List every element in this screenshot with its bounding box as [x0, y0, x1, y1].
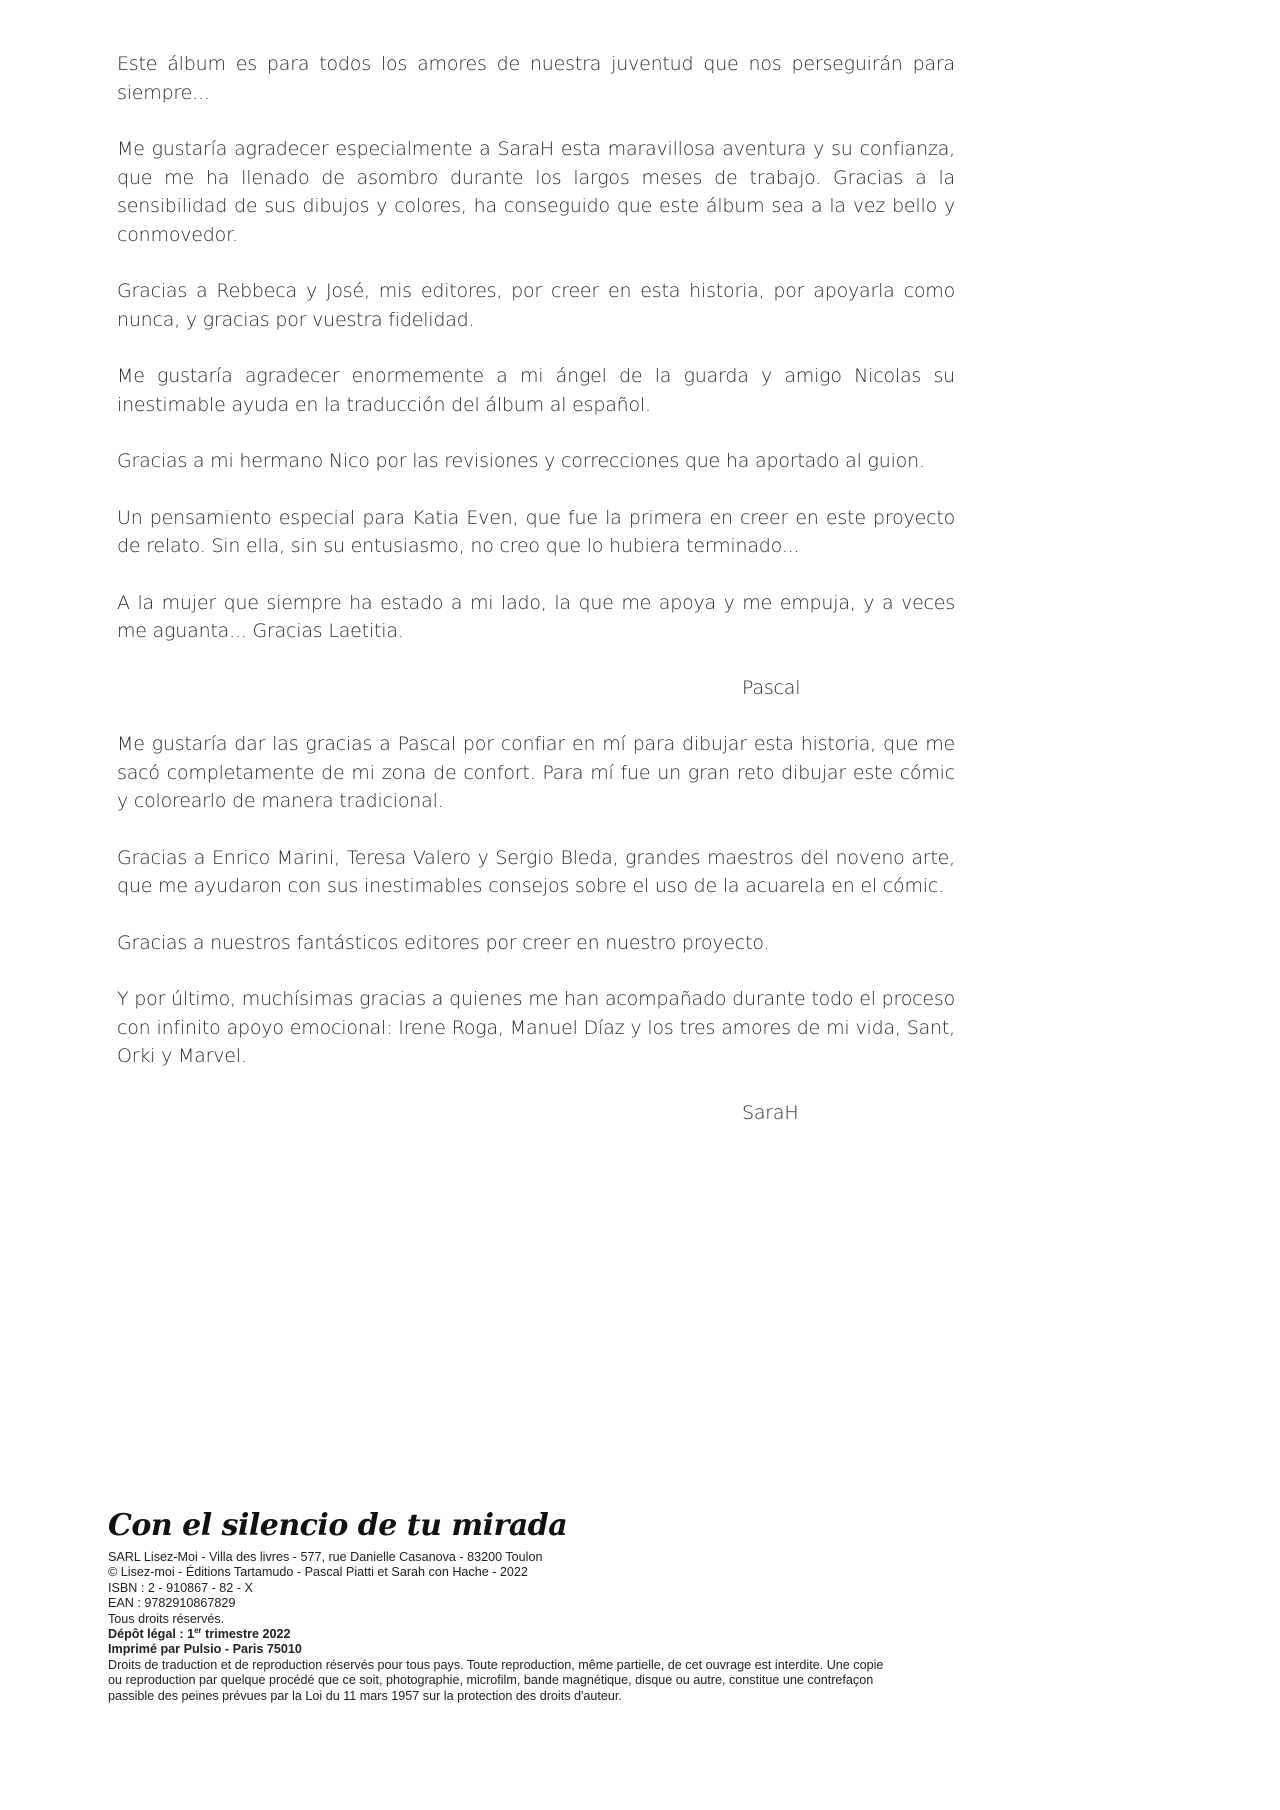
- depot-prefix: Dépôt légal : 1: [108, 1627, 195, 1642]
- depot-legal-line: [108, 1627, 898, 1642]
- signature-pascal: Pascal: [742, 676, 801, 699]
- signature-sarah: SaraH: [742, 1101, 799, 1124]
- colophon: [108, 1508, 898, 1704]
- ack-paragraph: Me gustaría agradecer especialmente a SaraH esta maravillosa aventura y su confianza, que me ha llenado de asombro durante los largos meses de trabajo. Gracias a la sensibilidad de sus dibujos y colores, ha conseguido que este álbum sea a la vez bello y conmovedor.: [117, 138, 955, 246]
- ack-paragraph: Gracias a Enrico Marini, Teresa Valero y Sergio Bleda, grandes maestros del noveno arte, que me ayudaron con sus inestimables consejos sobre el uso de la acuarela en el cómic.: [117, 846, 955, 897]
- ack-paragraph: Gracias a Rebbeca y José, mis editores, por creer en esta historia, por apoyarla como nunca, y gracias por vuestra fidelidad.: [117, 280, 955, 331]
- copyright-line: © Lisez-moi - Éditions Tartamudo - Pascal Piatti et Sarah con Hache - 2022: [108, 1565, 528, 1580]
- depot-sup: er: [194, 1625, 202, 1635]
- rights-line: Tous droits réservés.: [108, 1611, 225, 1626]
- publisher-line: SARL Lisez-Moi - Villa des livres - 577, rue Danielle Casanova - 83200 Toulon: [108, 1550, 543, 1564]
- ean-line: EAN : 9782910867829: [108, 1596, 236, 1611]
- ack-paragraph: Un pensamiento especial para Katia Even, que fue la primera en creer en este proyecto de relato. Sin ella, sin su entusiasmo, no creo que lo hubiera terminado...: [117, 506, 955, 557]
- legal-notice: Droits de traduction et de reproduction réservés pour tous pays. Toute reproduction, même partielle, de cet ouvrage est interdite. Une copie ou reproduction par quelque procédé que ce soit, photographie, microfilm, bande magnétique, disque ou autre, constitue une contrefaçon passible des peines prévues par la Loi du 11 mars 1957 sur la protection des droits d'auteur.: [108, 1657, 884, 1703]
- ack-paragraph: Me gustaría agradecer enormemente a mi ángel de la guarda y amigo Nicolas su inestimable ayuda en la traducción del álbum al español.: [117, 365, 955, 416]
- ack-paragraph: Y por último, muchísimas gracias a quienes me han acompañado durante todo el proceso con infinito apoyo emocional: Irene Roga, Manuel Díaz y los tres amores de mi vida, Sant, Orki y Marvel.: [117, 988, 955, 1067]
- isbn-line: ISBN : 2 - 910867 - 82 - X: [108, 1580, 253, 1595]
- ack-paragraph: Me gustaría dar las gracias a Pascal por confiar en mí para dibujar esta historia, que me sacó completamente de mi zona de confort. Para mí fue un gran reto dibujar este cómic y colorearlo de manera tradicional.: [117, 733, 955, 812]
- book-title: Con el silencio de tu mirada: [108, 1508, 568, 1543]
- acknowledgements-section: [117, 50, 955, 1155]
- ack-paragraph: A la mujer que siempre ha estado a mi lado, la que me apoya y me empuja, y a veces me aguanta... Gracias Laetitia.: [117, 591, 955, 642]
- ack-paragraph: Gracias a nuestros fantásticos editores por creer en nuestro proyecto.: [117, 931, 770, 954]
- depot-suffix: trimestre 2022: [201, 1627, 291, 1642]
- printer-line: Imprimé par Pulsio - Paris 75010: [108, 1642, 302, 1657]
- ack-paragraph: Este álbum es para todos los amores de nuestra juventud que nos perseguirán para siempre...: [117, 53, 955, 104]
- ack-paragraph: Gracias a mi hermano Nico por las revisiones y correcciones que ha aportado al guion.: [117, 450, 925, 472]
